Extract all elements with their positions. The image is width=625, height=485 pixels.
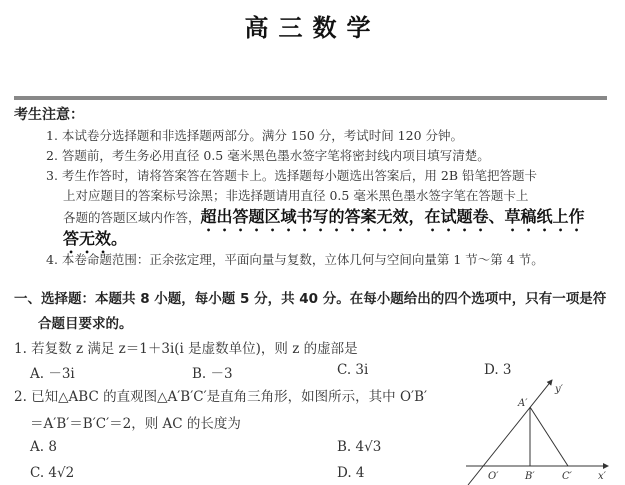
question-2-option-b: B. 4√3 [337,439,382,455]
segment-ac [530,407,568,466]
section-heading-cont: 合题目要求的。 [38,316,133,332]
question-1-option-b: B. －3 [192,366,233,382]
notice-text: 各题的答题区域内作答， [63,210,201,225]
question-2-stem: 2. 已知△ABC 的直观图△A′B′C′是直角三角形，如图所示，其中 O′B′ [14,389,428,405]
label-o: O′ [488,471,499,482]
question-2-option-d: D. 4 [337,465,365,481]
question-1-option-d: D. 3 [484,362,512,378]
notice-item-4: 4. 本卷命题范围：正余弦定理，平面向量与复数，立体几何与空间向量第 1 节～第 4 节。 [46,252,544,267]
notice-heading: 考生注意： [14,107,84,123]
question-1-stem: 1. 若复数 z 满足 z＝1＋3i(i 是虚数单位)，则 z 的虚部是 [14,341,358,357]
notice-item-3: 3. 考生作答时，请将答案答在答题卡上。选择题每小题选出答案后，用 2B 铅笔把答题卡 [46,168,537,183]
label-y: y′ [555,384,563,395]
y-axis [468,380,552,485]
page-title: 高三数学 [244,14,381,42]
notice-item-2: 2. 答题前，考生务必用直径 0.5 毫米黑色墨水签字笔将密封线内项目填写清楚。 [46,148,490,163]
question-2-stem-cont: ＝A′B′＝B′C′＝2，则 AC 的长度为 [30,416,241,432]
label-c: C′ [562,471,572,482]
header-divider [14,96,607,100]
label-b: B′ [525,471,535,482]
triangle-figure [460,378,620,485]
notice-emphasis-end: 答无效。 [63,229,128,248]
notice-item-3-cont2 [63,204,585,235]
label-a: A′ [518,398,528,409]
notice-item-3-cont: 上对应题目的答案标号涂黑；非选择题请用直径 0.5 毫米黑色墨水签字笔在答题卡上 [63,188,529,203]
notice-item-1: 1. 本试卷分选择题和非选择题两部分。满分 150 分，考试时间 120 分钟。 [46,128,464,143]
question-1-option-c: C. 3i [337,362,369,378]
section-heading: 一、选择题：本题共 8 小题，每小题 5 分，共 40 分。在每小题给出的四个选项中，只有一项是符 [14,291,607,307]
label-x: x′ [598,471,606,482]
question-1-option-a: A. －3i [30,366,75,382]
question-2-option-c: C. 4√2 [30,465,75,481]
question-2-option-a: A. 8 [30,439,57,455]
notice-emphasis: 超出答题区域书写的答案无效，在试题卷、草稿纸上作 [200,207,585,226]
